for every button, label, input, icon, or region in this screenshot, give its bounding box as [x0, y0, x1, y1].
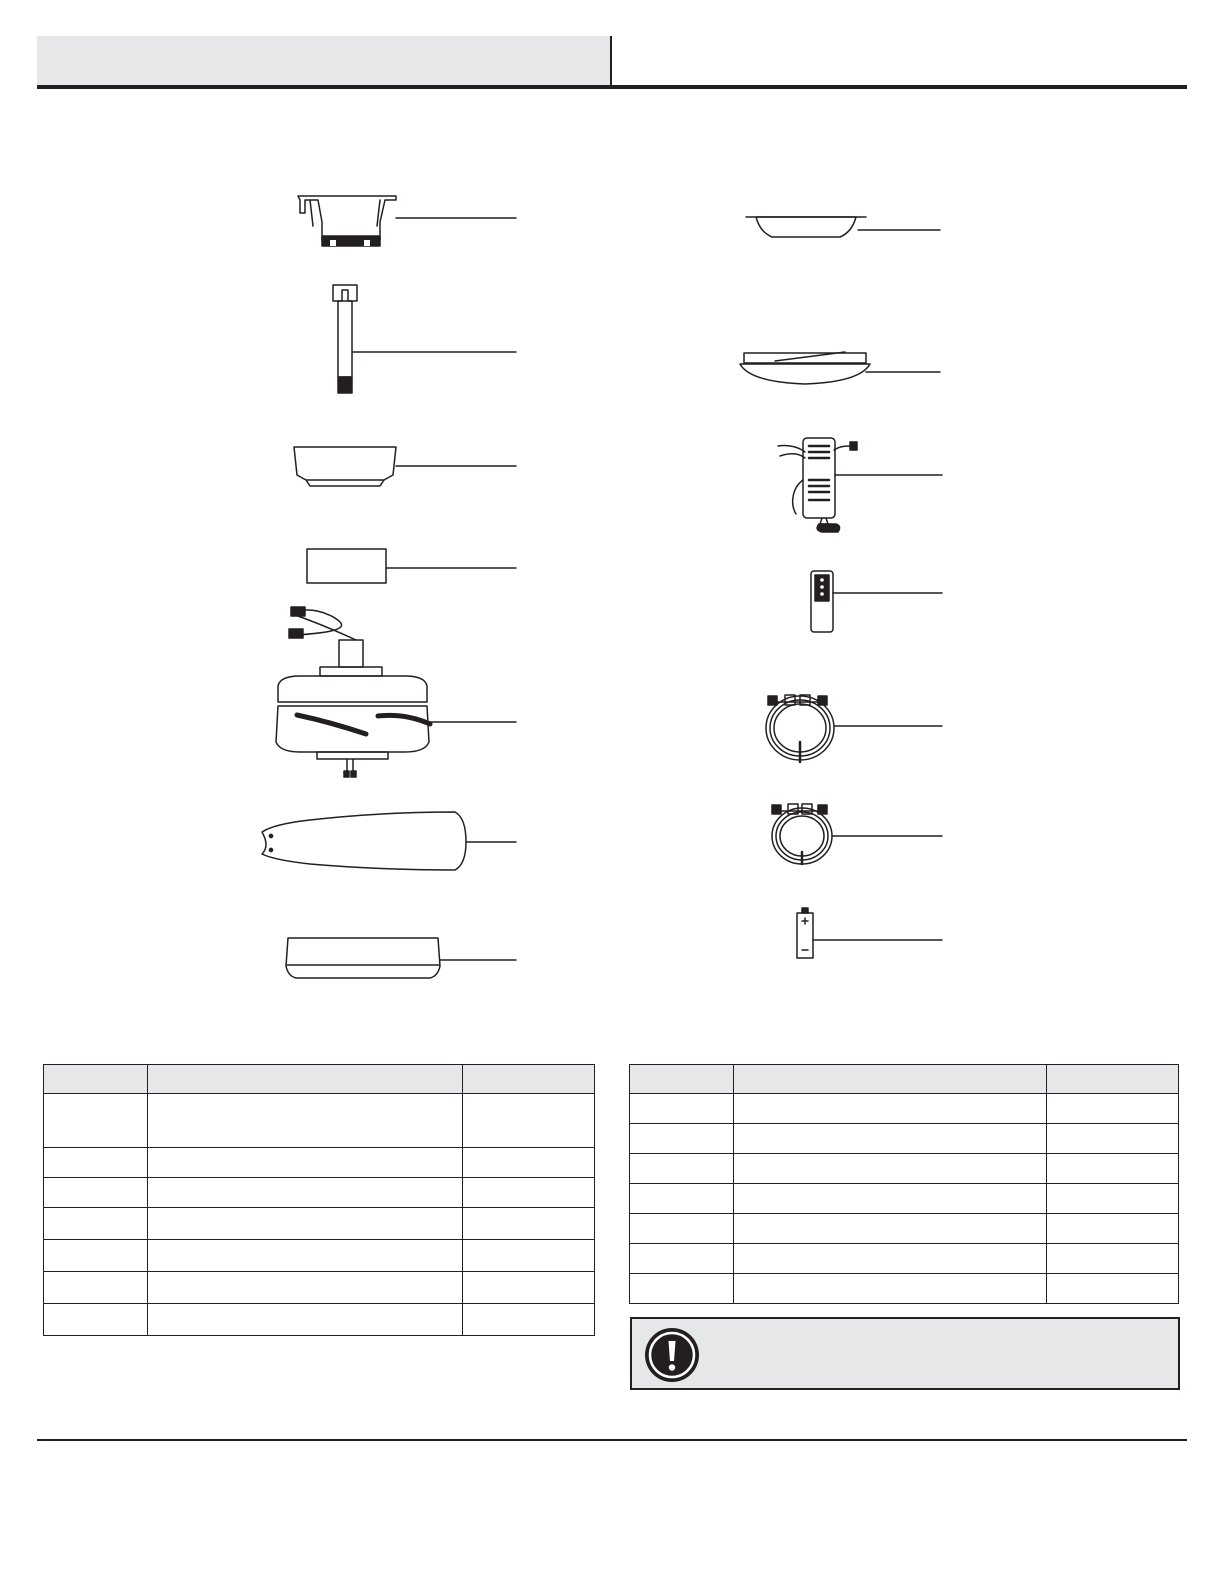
downrod-icon — [333, 285, 516, 393]
table-cell — [463, 1148, 595, 1178]
table-cell — [44, 1208, 148, 1240]
table-cell — [148, 1148, 463, 1178]
remote-control-icon — [811, 571, 942, 632]
parts-table-right — [629, 1064, 1179, 1304]
table-row — [44, 1178, 595, 1208]
table-row — [44, 1208, 595, 1240]
table-cell — [463, 1304, 595, 1336]
wire-harness-short-icon — [772, 804, 942, 864]
notice-box — [630, 1317, 1180, 1390]
table-row — [44, 1094, 595, 1148]
table-cell — [1047, 1184, 1179, 1214]
header-cell-quantity — [1047, 1065, 1179, 1094]
table-cell — [734, 1244, 1047, 1274]
light-kit-icon — [746, 217, 940, 237]
mounting-bracket-icon — [298, 196, 516, 246]
table-cell — [1047, 1244, 1179, 1274]
glass-shade-icon — [740, 352, 940, 384]
table-cell — [1047, 1154, 1179, 1184]
table-cell — [44, 1148, 148, 1178]
fan-blade-icon — [262, 812, 516, 870]
table-cell — [1047, 1124, 1179, 1154]
table-cell — [148, 1178, 463, 1208]
table-cell — [1047, 1274, 1179, 1304]
table-cell — [734, 1154, 1047, 1184]
table-cell — [44, 1240, 148, 1272]
canopy-icon — [294, 447, 516, 486]
table-cell — [734, 1184, 1047, 1214]
motor-assembly-icon — [276, 607, 516, 777]
table-row — [44, 1148, 595, 1178]
table-row — [630, 1244, 1179, 1274]
table-row — [44, 1272, 595, 1304]
table-row — [630, 1214, 1179, 1244]
battery-icon — [797, 908, 942, 958]
parts-table-left — [43, 1064, 595, 1336]
table-cell — [463, 1094, 595, 1148]
table-cell — [734, 1214, 1047, 1244]
header-cell-part — [44, 1065, 148, 1094]
table-cell — [630, 1124, 734, 1154]
table-cell — [148, 1094, 463, 1148]
table-row — [630, 1094, 1179, 1124]
footer-rule — [37, 1439, 1187, 1441]
table-header-row — [44, 1065, 595, 1094]
table-cell — [734, 1124, 1047, 1154]
table-row — [630, 1124, 1179, 1154]
table-cell — [734, 1274, 1047, 1304]
receiver-icon — [778, 438, 942, 532]
table-cell — [734, 1094, 1047, 1124]
table-cell — [630, 1154, 734, 1184]
table-cell — [1047, 1094, 1179, 1124]
table-cell — [630, 1244, 734, 1274]
table-row — [44, 1304, 595, 1336]
table-cell — [44, 1272, 148, 1304]
table-cell — [463, 1208, 595, 1240]
table-cell — [148, 1272, 463, 1304]
table-cell — [148, 1240, 463, 1272]
header-cell-description — [148, 1065, 463, 1094]
table-cell — [148, 1208, 463, 1240]
table-cell — [44, 1094, 148, 1148]
table-row — [44, 1240, 595, 1272]
table-cell — [463, 1178, 595, 1208]
header-cell-part — [630, 1065, 734, 1094]
exclamation-icon — [644, 1327, 700, 1383]
table-row — [630, 1274, 1179, 1304]
table-header-row — [630, 1065, 1179, 1094]
table-cell — [630, 1094, 734, 1124]
table-cell — [148, 1304, 463, 1336]
coupling-cover-icon — [307, 549, 516, 583]
header-cell-description — [734, 1065, 1047, 1094]
header-cell-quantity — [463, 1065, 595, 1094]
table-cell — [463, 1272, 595, 1304]
table-cell — [630, 1214, 734, 1244]
table-cell — [1047, 1214, 1179, 1244]
table-cell — [44, 1304, 148, 1336]
table-cell — [630, 1184, 734, 1214]
switch-housing-icon — [286, 938, 516, 978]
table-row — [630, 1184, 1179, 1214]
table-row — [630, 1154, 1179, 1184]
wire-harness-long-icon — [766, 695, 942, 762]
table-cell — [463, 1240, 595, 1272]
table-cell — [630, 1274, 734, 1304]
table-cell — [44, 1178, 148, 1208]
